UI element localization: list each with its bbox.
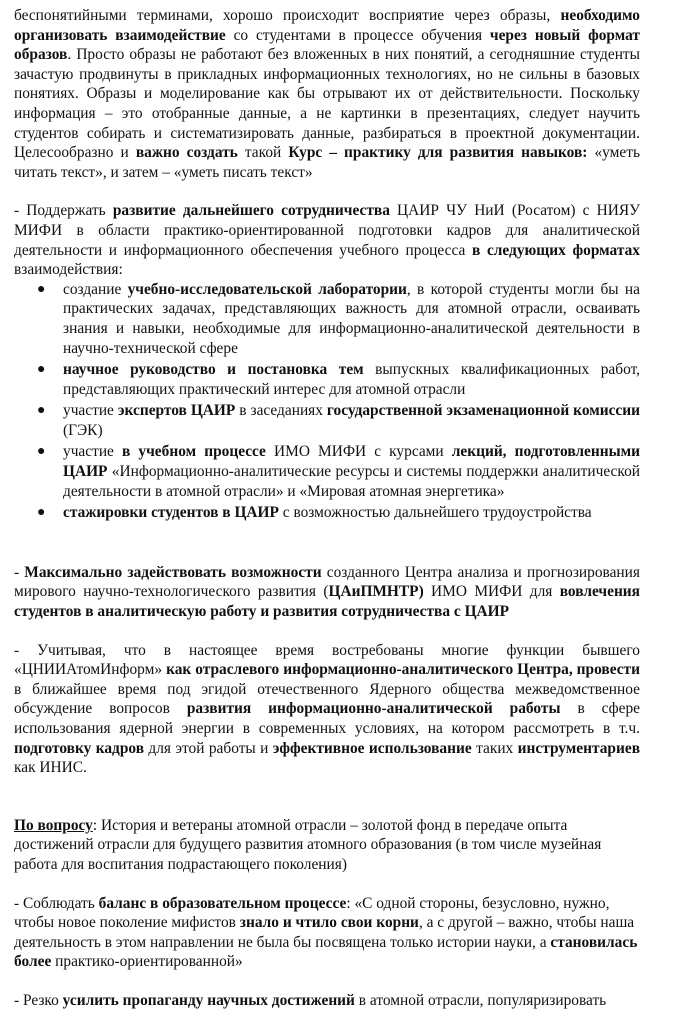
text-run: : «С одной стороны, безусловно, нужно, чтобы новое поколение мифистов <box>14 894 610 932</box>
bullet-icon: ● <box>37 403 46 419</box>
bold-text: через новый формат образов <box>14 26 640 64</box>
bold-text: важно создать <box>135 144 238 162</box>
text-run: ЦАИР ЧУ НиИ (Росатом) с НИЯУ МИФИ в области практико-ориентированной подготовки кадров для аналитической деятельности и информационного обеспечения учебного процесса <box>14 202 640 259</box>
text-run: , в которой студенты могли бы на практических задачах, представляющих важность для атомной отрасли, осваивать знания и навыки, необходимые для информационно-аналитической деятельности в научно-технической сфере <box>63 280 640 357</box>
text-run: - Резко <box>14 991 63 1009</box>
text-run: участие <box>63 402 118 420</box>
bold-text: эффективное использование <box>272 739 472 757</box>
paragraph-balance <box>14 894 640 972</box>
bold-text: необходимо организовать взаимодействие <box>14 7 640 44</box>
bold-text: экспертов ЦАИР <box>117 402 236 420</box>
text-run: со студентами в процессе обучения <box>225 26 490 44</box>
paragraph-information-center <box>14 641 640 778</box>
bold-text: в учебном процессе <box>122 443 266 461</box>
bullet-icon: ● <box>37 444 46 460</box>
paragraph-history-question <box>14 816 640 875</box>
underlined-text: По вопросу <box>14 816 93 834</box>
bullet-icon: ● <box>37 362 46 378</box>
paragraph-image-format <box>14 6 640 182</box>
text-run: участие <box>63 443 123 461</box>
text-run: для этой работы и <box>144 739 273 757</box>
text-run: с возможностью дальнейшего трудоустройства <box>278 504 592 522</box>
text-run: - Поддержать <box>14 202 113 220</box>
bold-text: развития информационно-аналитической работы <box>186 700 561 718</box>
text-run: в заседаниях <box>235 402 327 420</box>
bold-text: развитие дальнейшего сотрудничества <box>112 202 390 220</box>
bold-text: учебно-исследовательской лаборатории <box>127 280 407 298</box>
bold-text: баланс в образовательном процессе <box>98 894 347 912</box>
text-run: «уметь читать текст», и затем – «уметь писать текст» <box>14 144 640 181</box>
paragraph-cooperation <box>14 201 640 279</box>
bold-text: лекций, подготовленными ЦАИР <box>63 443 640 481</box>
text-run: выпускных квалификационных работ, представляющих практический интерес для атомной отрасли <box>63 361 640 398</box>
cooperation-formats-list <box>14 280 640 523</box>
text-run: ИМО МИФИ для <box>423 583 560 601</box>
bullet-icon: ● <box>37 281 46 297</box>
bold-text: государственной экзаменационной комиссии <box>326 402 640 420</box>
bullet-icon: ● <box>37 505 46 521</box>
text-run: «Информационно-аналитические ресурсы и системы поддержки аналитической деятельности в атомной отрасли» и «Мировая атомная энергетика» <box>63 463 640 500</box>
text-run: - Соблюдать <box>14 894 99 912</box>
paragraph-center-capabilities <box>14 563 640 622</box>
text-run: ИМО МИФИ с курсами <box>265 443 452 461</box>
list-item <box>37 442 640 501</box>
text-run: - <box>14 563 25 581</box>
text-run: беспонятийными терминами, хорошо происходит восприятие через образы, <box>14 7 561 24</box>
bold-text: инструментариев <box>517 739 640 757</box>
bold-text: знало и чтило свои корни <box>239 914 419 932</box>
bold-text: усилить пропаганду научных достижений <box>62 991 355 1009</box>
text-run: - Учитывая, что в настоящее время востребованы многие функции бывшего «ЦНИИАтомИнформ» <box>14 641 640 679</box>
text-run: (ГЭК) <box>63 421 103 439</box>
text-run: в атомной отрасли, популяризировать <box>354 991 607 1009</box>
text-run: практико-ориентированной» <box>51 953 243 971</box>
bold-text: Максимально задействовать возможности <box>24 563 322 581</box>
list-item <box>37 280 640 358</box>
bold-text: научное руководство и постановка тем <box>63 361 364 379</box>
bold-text: ЦАиПМНТР) <box>328 583 424 601</box>
bold-text: стажировки студентов в ЦАИР <box>63 504 279 522</box>
list-item <box>37 401 640 440</box>
text-run: такой <box>237 144 289 162</box>
text-run: таких <box>471 739 518 757</box>
text-run: : История и ветераны атомной отрасли – золотой фонд в передаче опыта достижений отрасли для будущего развития атомного образования (в том числе музейная работа для воспитания подрастающего поколения) <box>14 816 602 873</box>
list-item <box>37 360 640 399</box>
text-run: в сфере использования ядерной энергии в современных условиях, на котором рассмотреть в т.ч. <box>14 700 641 737</box>
text-run: созданного Центра анализа и прогнозирования мирового научно-технологического развития ( <box>14 563 640 601</box>
text-run: взаимодействия: <box>14 261 123 279</box>
bold-text: вовлечения студентов в аналитическую работу и развития сотрудничества с ЦАИР <box>14 583 641 621</box>
text-run: в ближайшее время под эгидой отечественного Ядерного общества межведомственное обсуждение вопросов <box>14 680 640 718</box>
text-run: . Просто образы не работают без вложенных в них понятий, а сегодняшние студенты зачастую продвинуты в прикладных информационных технологиях, но не сильны в базовых понятиях. Образы и моделирование как бы отрывают их от действительности. Поскольку информация – это отобранные данные, а не картинки в презентациях, следует научить студентов собирать и систематизировать данные, разбираться в проектной документации. Целесообразно и <box>14 46 640 162</box>
paragraph-propaganda <box>14 991 640 1011</box>
bold-text: в следующих форматах <box>471 241 640 259</box>
text-run: как ИНИС. <box>14 759 87 777</box>
bold-text: становилась более <box>14 933 638 971</box>
list-item <box>37 503 640 523</box>
text-run: создание <box>63 280 128 298</box>
bold-text: подготовку кадров <box>14 739 145 757</box>
bold-text: Курс – практику для развития навыков: <box>288 144 588 162</box>
bold-text: как отраслевого информационно-аналитического Центра, провести <box>166 661 640 679</box>
text-run: , а с другой – важно, чтобы наша деятельность в этом направлении не была бы посвящена только истории науки, а <box>14 914 635 951</box>
